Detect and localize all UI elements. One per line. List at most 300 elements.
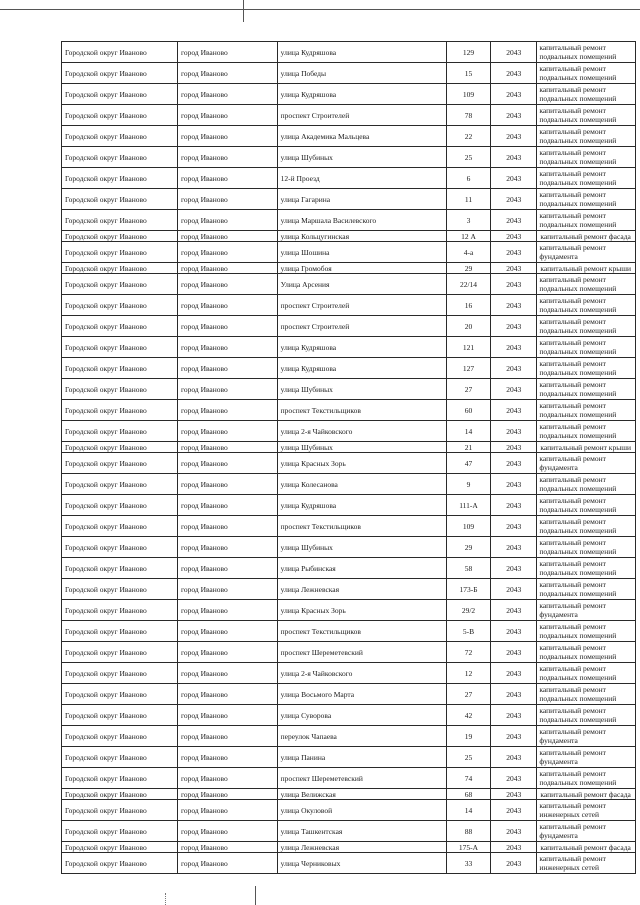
table-row: [62, 516, 636, 537]
cell-house: 22: [446, 126, 490, 147]
cell-street: улица 2-я Чайковского: [277, 421, 446, 442]
cell-house: 12: [446, 663, 490, 684]
cell-street: проспект Строителей: [277, 295, 446, 316]
cell-city: город Иваново: [177, 400, 277, 421]
cell-house: 25: [446, 147, 490, 168]
cell-house: 14: [446, 421, 490, 442]
cell-street: улица Лежневская: [277, 842, 446, 853]
cell-work: капитальный ремонт фундамента: [537, 242, 636, 263]
cell-work: капитальный ремонт подвальных помещений: [537, 537, 636, 558]
table-row: [62, 210, 636, 231]
cell-district: Городской округ Иваново: [62, 84, 178, 105]
cell-year: 2043: [491, 442, 537, 453]
cell-street: улица Кудряшова: [277, 42, 446, 63]
cell-house: 4-а: [446, 242, 490, 263]
cell-city: город Иваново: [177, 242, 277, 263]
cell-street: Улица Арсения: [277, 274, 446, 295]
cell-year: 2043: [491, 84, 537, 105]
cell-year: 2043: [491, 421, 537, 442]
table-row: [62, 231, 636, 242]
cell-street: улица Шошина: [277, 242, 446, 263]
cell-district: Городской округ Иваново: [62, 621, 178, 642]
cell-street: улица Победы: [277, 63, 446, 84]
cell-house: 19: [446, 726, 490, 747]
cell-work: капитальный ремонт подвальных помещений: [537, 168, 636, 189]
cell-street: проспект Строителей: [277, 316, 446, 337]
cell-district: Городской округ Иваново: [62, 768, 178, 789]
cell-district: Городской округ Иваново: [62, 126, 178, 147]
cell-year: 2043: [491, 853, 537, 874]
cell-city: город Иваново: [177, 453, 277, 474]
cell-work: капитальный ремонт подвальных помещений: [537, 358, 636, 379]
cell-year: 2043: [491, 295, 537, 316]
cell-year: 2043: [491, 789, 537, 800]
table-row: [62, 600, 636, 621]
cell-work: капитальный ремонт подвальных помещений: [537, 274, 636, 295]
cell-work: капитальный ремонт крыши: [537, 442, 636, 453]
table-row: [62, 558, 636, 579]
cell-street: улица Панина: [277, 747, 446, 768]
cell-street: улица Суворова: [277, 705, 446, 726]
table-row: [62, 663, 636, 684]
cell-house: 175-А: [446, 842, 490, 853]
cell-district: Городской округ Иваново: [62, 189, 178, 210]
cell-city: город Иваново: [177, 84, 277, 105]
cell-district: Городской округ Иваново: [62, 642, 178, 663]
cell-city: город Иваново: [177, 126, 277, 147]
cell-year: 2043: [491, 768, 537, 789]
cell-city: город Иваново: [177, 421, 277, 442]
cell-city: город Иваново: [177, 726, 277, 747]
table-row: [62, 84, 636, 105]
cell-district: Городской округ Иваново: [62, 147, 178, 168]
cell-house: 29: [446, 537, 490, 558]
cell-year: 2043: [491, 189, 537, 210]
cell-district: Городской округ Иваново: [62, 400, 178, 421]
cell-district: Городской округ Иваново: [62, 210, 178, 231]
table-row: [62, 42, 636, 63]
cell-work: капитальный ремонт подвальных помещений: [537, 42, 636, 63]
table-row: [62, 842, 636, 853]
cell-year: 2043: [491, 242, 537, 263]
cell-district: Городской округ Иваново: [62, 63, 178, 84]
cell-year: 2043: [491, 642, 537, 663]
cell-street: проспект Строителей: [277, 105, 446, 126]
table-row: [62, 684, 636, 705]
cell-work: капитальный ремонт подвальных помещений: [537, 642, 636, 663]
cell-city: город Иваново: [177, 379, 277, 400]
cell-district: Городской округ Иваново: [62, 453, 178, 474]
cell-district: Городской округ Иваново: [62, 442, 178, 453]
cell-district: Городской округ Иваново: [62, 358, 178, 379]
cell-work: капитальный ремонт инженерных сетей: [537, 853, 636, 874]
cell-house: 72: [446, 642, 490, 663]
table-row: [62, 821, 636, 842]
cell-work: капитальный ремонт фундамента: [537, 821, 636, 842]
cell-work: капитальный ремонт подвальных помещений: [537, 663, 636, 684]
cell-work: капитальный ремонт подвальных помещений: [537, 516, 636, 537]
cell-house: 127: [446, 358, 490, 379]
page-top-tick: [243, 0, 244, 22]
cell-year: 2043: [491, 379, 537, 400]
cell-city: город Иваново: [177, 516, 277, 537]
page-bottom-dotted-tick: [165, 893, 166, 905]
cell-city: город Иваново: [177, 684, 277, 705]
cell-work: капитальный ремонт фундамента: [537, 726, 636, 747]
cell-house: 109: [446, 84, 490, 105]
page-top-rule: [0, 9, 640, 10]
cell-work: капитальный ремонт фундамента: [537, 747, 636, 768]
cell-work: капитальный ремонт подвальных помещений: [537, 705, 636, 726]
cell-district: Городской округ Иваново: [62, 853, 178, 874]
table-row: [62, 421, 636, 442]
cell-house: 88: [446, 821, 490, 842]
cell-district: Городской округ Иваново: [62, 579, 178, 600]
cell-city: город Иваново: [177, 768, 277, 789]
cell-year: 2043: [491, 537, 537, 558]
cell-house: 47: [446, 453, 490, 474]
table-row: [62, 642, 636, 663]
cell-city: город Иваново: [177, 263, 277, 274]
cell-year: 2043: [491, 684, 537, 705]
cell-house: 5-В: [446, 621, 490, 642]
cell-city: город Иваново: [177, 789, 277, 800]
cell-year: 2043: [491, 821, 537, 842]
cell-work: капитальный ремонт фасада: [537, 231, 636, 242]
table-row: [62, 400, 636, 421]
cell-year: 2043: [491, 105, 537, 126]
cell-year: 2043: [491, 495, 537, 516]
cell-work: капитальный ремонт подвальных помещений: [537, 421, 636, 442]
cell-work: капитальный ремонт подвальных помещений: [537, 768, 636, 789]
table-row: [62, 474, 636, 495]
cell-year: 2043: [491, 42, 537, 63]
cell-year: 2043: [491, 747, 537, 768]
cell-street: улица Кудряшова: [277, 495, 446, 516]
cell-work: капитальный ремонт фундамента: [537, 453, 636, 474]
table-row: [62, 105, 636, 126]
cell-district: Городской округ Иваново: [62, 337, 178, 358]
cell-city: город Иваново: [177, 800, 277, 821]
cell-district: Городской округ Иваново: [62, 558, 178, 579]
cell-house: 9: [446, 474, 490, 495]
table-row: [62, 337, 636, 358]
cell-district: Городской округ Иваново: [62, 726, 178, 747]
cell-house: 42: [446, 705, 490, 726]
cell-house: 11: [446, 189, 490, 210]
cell-street: улица Рыбинская: [277, 558, 446, 579]
cell-street: улица Кудряшова: [277, 84, 446, 105]
cell-district: Городской округ Иваново: [62, 705, 178, 726]
cell-house: 60: [446, 400, 490, 421]
cell-house: 29/2: [446, 600, 490, 621]
cell-street: улица Колесанова: [277, 474, 446, 495]
cell-district: Городской округ Иваново: [62, 684, 178, 705]
cell-year: 2043: [491, 453, 537, 474]
cell-district: Городской округ Иваново: [62, 516, 178, 537]
cell-district: Городской округ Иваново: [62, 821, 178, 842]
cell-city: город Иваново: [177, 105, 277, 126]
cell-street: улица Шубиных: [277, 147, 446, 168]
cell-city: город Иваново: [177, 295, 277, 316]
cell-work: капитальный ремонт подвальных помещений: [537, 558, 636, 579]
cell-district: Городской округ Иваново: [62, 600, 178, 621]
cell-city: город Иваново: [177, 168, 277, 189]
cell-work: капитальный ремонт крыши: [537, 263, 636, 274]
cell-district: Городской округ Иваново: [62, 842, 178, 853]
cell-house: 25: [446, 747, 490, 768]
cell-street: улица Маршала Василевского: [277, 210, 446, 231]
cell-work: капитальный ремонт подвальных помещений: [537, 379, 636, 400]
cell-district: Городской округ Иваново: [62, 800, 178, 821]
cell-district: Городской округ Иваново: [62, 421, 178, 442]
cell-district: Городской округ Иваново: [62, 295, 178, 316]
cell-year: 2043: [491, 274, 537, 295]
cell-house: 109: [446, 516, 490, 537]
cell-work: капитальный ремонт фасада: [537, 789, 636, 800]
cell-city: город Иваново: [177, 316, 277, 337]
cell-city: город Иваново: [177, 642, 277, 663]
table-row: [62, 537, 636, 558]
cell-district: Городской округ Иваново: [62, 663, 178, 684]
cell-year: 2043: [491, 168, 537, 189]
cell-house: 27: [446, 379, 490, 400]
cell-street: улица Ташкентская: [277, 821, 446, 842]
table-row: [62, 800, 636, 821]
table-row: [62, 242, 636, 263]
cell-year: 2043: [491, 621, 537, 642]
cell-street: улица Черниковых: [277, 853, 446, 874]
cell-year: 2043: [491, 558, 537, 579]
cell-city: город Иваново: [177, 842, 277, 853]
cell-city: город Иваново: [177, 63, 277, 84]
page-bottom-tick: [255, 886, 256, 905]
cell-house: 121: [446, 337, 490, 358]
cell-year: 2043: [491, 800, 537, 821]
cell-work: капитальный ремонт подвальных помещений: [537, 337, 636, 358]
table-row: [62, 442, 636, 453]
cell-house: 68: [446, 789, 490, 800]
cell-year: 2043: [491, 231, 537, 242]
cell-district: Городской округ Иваново: [62, 379, 178, 400]
cell-year: 2043: [491, 579, 537, 600]
cell-house: 15: [446, 63, 490, 84]
cell-district: Городской округ Иваново: [62, 105, 178, 126]
table-row: [62, 274, 636, 295]
cell-house: 58: [446, 558, 490, 579]
cell-city: город Иваново: [177, 537, 277, 558]
repair-program-table: [61, 41, 636, 874]
cell-year: 2043: [491, 63, 537, 84]
cell-city: город Иваново: [177, 42, 277, 63]
table-row: [62, 705, 636, 726]
cell-house: 22/14: [446, 274, 490, 295]
cell-city: город Иваново: [177, 442, 277, 453]
cell-work: капитальный ремонт фасада: [537, 842, 636, 853]
cell-house: 21: [446, 442, 490, 453]
table-row: [62, 147, 636, 168]
cell-district: Городской округ Иваново: [62, 263, 178, 274]
cell-street: улица Академика Мальцева: [277, 126, 446, 147]
cell-street: улица Гагарина: [277, 189, 446, 210]
cell-street: улица 2-я Чайковского: [277, 663, 446, 684]
cell-district: Городской округ Иваново: [62, 168, 178, 189]
cell-street: улица Шубиных: [277, 537, 446, 558]
cell-work: капитальный ремонт подвальных помещений: [537, 684, 636, 705]
cell-year: 2043: [491, 126, 537, 147]
cell-house: 173-Б: [446, 579, 490, 600]
cell-district: Городской округ Иваново: [62, 231, 178, 242]
cell-city: город Иваново: [177, 600, 277, 621]
cell-city: город Иваново: [177, 358, 277, 379]
cell-house: 14: [446, 800, 490, 821]
cell-street: улица Кудряшова: [277, 337, 446, 358]
cell-street: проспект Шереметевский: [277, 768, 446, 789]
cell-work: капитальный ремонт подвальных помещений: [537, 126, 636, 147]
table-row: [62, 379, 636, 400]
cell-street: улица Окуловой: [277, 800, 446, 821]
table-body: [62, 42, 636, 874]
cell-street: переулок Чапаева: [277, 726, 446, 747]
cell-street: улица Лежневская: [277, 579, 446, 600]
table-row: [62, 768, 636, 789]
cell-house: 129: [446, 42, 490, 63]
cell-house: 33: [446, 853, 490, 874]
cell-city: город Иваново: [177, 210, 277, 231]
cell-house: 29: [446, 263, 490, 274]
cell-city: город Иваново: [177, 663, 277, 684]
table-row: [62, 316, 636, 337]
table-row: [62, 579, 636, 600]
cell-year: 2043: [491, 316, 537, 337]
cell-district: Городской округ Иваново: [62, 316, 178, 337]
cell-work: капитальный ремонт подвальных помещений: [537, 400, 636, 421]
cell-street: проспект Текстильщиков: [277, 400, 446, 421]
cell-street: улица Велижская: [277, 789, 446, 800]
cell-district: Городской округ Иваново: [62, 474, 178, 495]
cell-district: Городской округ Иваново: [62, 537, 178, 558]
cell-year: 2043: [491, 263, 537, 274]
table-row: [62, 453, 636, 474]
cell-year: 2043: [491, 600, 537, 621]
cell-work: капитальный ремонт подвальных помещений: [537, 316, 636, 337]
cell-house: 6: [446, 168, 490, 189]
cell-street: улица Кольцугинская: [277, 231, 446, 242]
table-row: [62, 358, 636, 379]
cell-house: 16: [446, 295, 490, 316]
cell-city: город Иваново: [177, 231, 277, 242]
cell-street: улица Шубиных: [277, 442, 446, 453]
cell-year: 2043: [491, 210, 537, 231]
cell-city: город Иваново: [177, 147, 277, 168]
cell-house: 27: [446, 684, 490, 705]
cell-street: проспект Шереметевский: [277, 642, 446, 663]
cell-work: капитальный ремонт подвальных помещений: [537, 147, 636, 168]
cell-city: город Иваново: [177, 853, 277, 874]
cell-city: город Иваново: [177, 705, 277, 726]
cell-year: 2043: [491, 726, 537, 747]
cell-work: капитальный ремонт подвальных помещений: [537, 189, 636, 210]
table-row: [62, 726, 636, 747]
cell-work: капитальный ремонт подвальных помещений: [537, 495, 636, 516]
table-row: [62, 168, 636, 189]
cell-street: улица Красных Зорь: [277, 600, 446, 621]
table-row: [62, 63, 636, 84]
cell-work: капитальный ремонт инженерных сетей: [537, 800, 636, 821]
table-row: [62, 853, 636, 874]
cell-work: капитальный ремонт подвальных помещений: [537, 105, 636, 126]
cell-city: город Иваново: [177, 579, 277, 600]
cell-work: капитальный ремонт фундамента: [537, 600, 636, 621]
table-row: [62, 126, 636, 147]
table-row: [62, 263, 636, 274]
cell-work: капитальный ремонт подвальных помещений: [537, 579, 636, 600]
table-row: [62, 495, 636, 516]
cell-district: Городской округ Иваново: [62, 789, 178, 800]
table-row: [62, 189, 636, 210]
cell-city: город Иваново: [177, 474, 277, 495]
cell-district: Городской округ Иваново: [62, 242, 178, 263]
cell-house: 111-А: [446, 495, 490, 516]
cell-city: город Иваново: [177, 821, 277, 842]
cell-work: капитальный ремонт подвальных помещений: [537, 295, 636, 316]
cell-street: проспект Текстильщиков: [277, 621, 446, 642]
table-row: [62, 747, 636, 768]
cell-work: капитальный ремонт подвальных помещений: [537, 210, 636, 231]
cell-year: 2043: [491, 474, 537, 495]
cell-year: 2043: [491, 147, 537, 168]
cell-city: город Иваново: [177, 274, 277, 295]
cell-district: Городской округ Иваново: [62, 42, 178, 63]
table-row: [62, 295, 636, 316]
cell-year: 2043: [491, 663, 537, 684]
cell-city: город Иваново: [177, 337, 277, 358]
cell-street: улица Красных Зорь: [277, 453, 446, 474]
cell-street: проспект Текстильщиков: [277, 516, 446, 537]
cell-district: Городской округ Иваново: [62, 495, 178, 516]
cell-house: 20: [446, 316, 490, 337]
cell-year: 2043: [491, 337, 537, 358]
cell-district: Городской округ Иваново: [62, 274, 178, 295]
cell-house: 74: [446, 768, 490, 789]
cell-city: город Иваново: [177, 621, 277, 642]
cell-city: город Иваново: [177, 747, 277, 768]
cell-city: город Иваново: [177, 495, 277, 516]
cell-year: 2043: [491, 358, 537, 379]
table-row: [62, 621, 636, 642]
cell-street: улица Громобоя: [277, 263, 446, 274]
cell-work: капитальный ремонт подвальных помещений: [537, 63, 636, 84]
cell-work: капитальный ремонт подвальных помещений: [537, 474, 636, 495]
cell-house: 78: [446, 105, 490, 126]
cell-city: город Иваново: [177, 189, 277, 210]
cell-street: улица Кудряшова: [277, 358, 446, 379]
cell-house: 12 А: [446, 231, 490, 242]
cell-year: 2043: [491, 516, 537, 537]
cell-year: 2043: [491, 400, 537, 421]
cell-street: 12-й Проезд: [277, 168, 446, 189]
cell-street: улица Восьмого Марта: [277, 684, 446, 705]
cell-year: 2043: [491, 842, 537, 853]
table-row: [62, 789, 636, 800]
cell-district: Городской округ Иваново: [62, 747, 178, 768]
cell-year: 2043: [491, 705, 537, 726]
cell-house: 3: [446, 210, 490, 231]
cell-work: капитальный ремонт подвальных помещений: [537, 621, 636, 642]
cell-work: капитальный ремонт подвальных помещений: [537, 84, 636, 105]
cell-street: улица Шубиных: [277, 379, 446, 400]
cell-city: город Иваново: [177, 558, 277, 579]
